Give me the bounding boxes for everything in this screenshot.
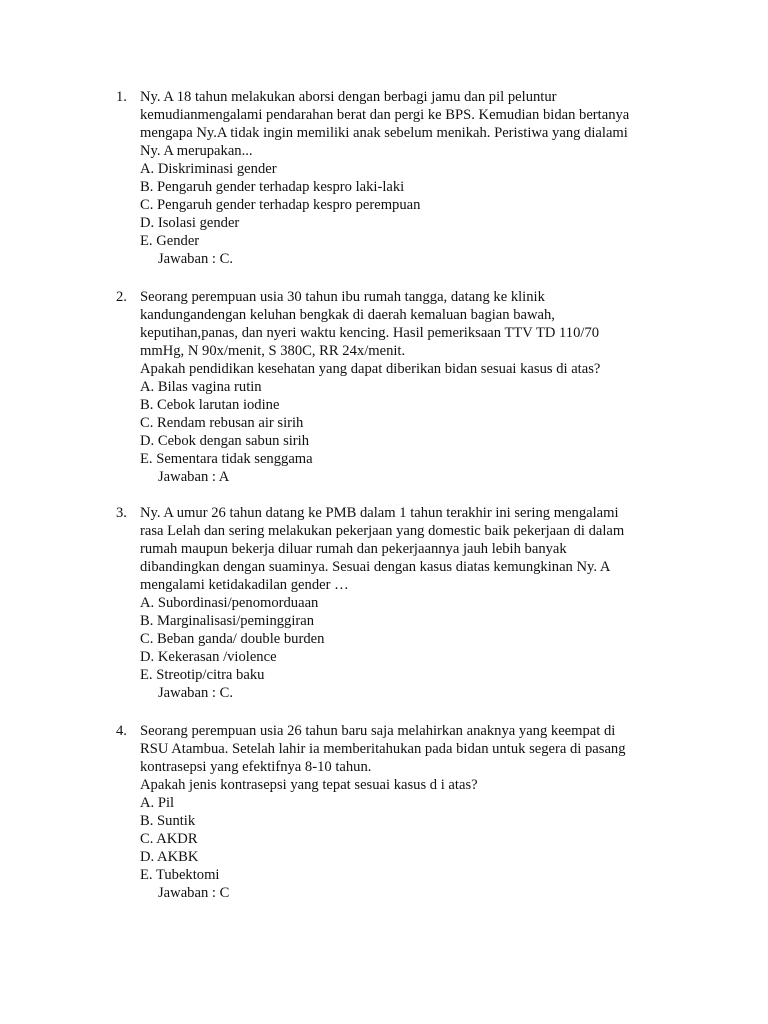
option-d: D. Kekerasan /violence: [140, 649, 277, 665]
option-b: B. Pengaruh gender terhadap kespro laki-laki: [140, 179, 405, 195]
option-a: A. Subordinasi/penomorduaan: [140, 595, 319, 611]
question-4: [116, 722, 676, 902]
option-b: B. Cebok larutan iodine: [140, 397, 280, 413]
option-c: C. Rendam rebusan air sirih: [140, 415, 304, 431]
question-text: Seorang perempuan usia 26 tahun baru saja melahirkan anaknya yang keempat di RSU Atambua. Setelah lahir ia memberitahukan pada bidan untuk segera di pasang kontrasepsi yang efektifnya 8-10 tahun. Apakah jenis kontrasepsi yang tepat sesuai kasus d i atas?: [140, 723, 626, 793]
option-a: A. Pil: [140, 795, 175, 811]
question-text: Seorang perempuan usia 30 tahun ibu rumah tangga, datang ke klinik kandungandengan keluhan bengkak di daerah kemaluan bagian bawah, keputihan,panas, dan nyeri waktu kencing. Hasil pemeriksaan TTV TD 110/70 mmHg, N 90x/menit, S 380C, RR 24x/menit. Apakah pendidikan kesehatan yang dapat diberikan bidan sesuai kasus di atas?: [140, 289, 601, 377]
option-e: E. Gender: [140, 233, 200, 249]
option-c: C. AKDR: [140, 831, 198, 847]
option-d: D. AKBK: [140, 849, 199, 865]
option-b: B. Marginalisasi/peminggiran: [140, 613, 315, 629]
question-number: 4.: [116, 723, 127, 739]
question-2: [116, 288, 676, 486]
answer-options: [140, 794, 676, 884]
option-e: E. Sementara tidak senggama: [140, 451, 313, 467]
question-text: Ny. A umur 26 tahun datang ke PMB dalam 1 tahun terakhir ini sering mengalami rasa Lelah dan sering melakukan pekerjaan yang domestic baik pekerjaan di dalam rumah maupun bekerja diluar rumah dan pekerjaannya jauh lebih banyak dibandingkan dengan suaminya. Sesuai dengan kasus diatas kemungkinan Ny. A mengalami ketidakadilan gender …: [140, 505, 625, 593]
answer-key: Jawaban : C.: [158, 685, 233, 701]
answer-key: Jawaban : C.: [158, 251, 233, 267]
answer-options: [140, 160, 676, 250]
option-a: A. Diskriminasi gender: [140, 161, 277, 177]
question-number: 2.: [116, 289, 127, 305]
answer-options: [140, 594, 676, 684]
question-text: Ny. A 18 tahun melakukan aborsi dengan berbagi jamu dan pil peluntur kemudianmengalami pendarahan berat dan pergi ke BPS. Kemudian bidan bertanya mengapa Ny.A tidak ingin memiliki anak sebelum menikah. Peristiwa yang dialami Ny. A merupakan...: [140, 89, 630, 159]
question-3: [116, 504, 676, 702]
answer-options: [140, 378, 676, 468]
question-number: 1.: [116, 89, 127, 105]
option-e: E. Tubektomi: [140, 867, 220, 883]
option-c: C. Pengaruh gender terhadap kespro perempuan: [140, 197, 421, 213]
question-1: [116, 88, 676, 268]
answer-key: Jawaban : A: [158, 469, 230, 485]
option-b: B. Suntik: [140, 813, 196, 829]
option-a: A. Bilas vagina rutin: [140, 379, 262, 395]
option-e: E. Streotip/citra baku: [140, 667, 265, 683]
option-c: C. Beban ganda/ double burden: [140, 631, 325, 647]
question-number: 3.: [116, 505, 127, 521]
answer-key: Jawaban : C: [158, 885, 230, 901]
option-d: D. Isolasi gender: [140, 215, 240, 231]
option-d: D. Cebok dengan sabun sirih: [140, 433, 310, 449]
